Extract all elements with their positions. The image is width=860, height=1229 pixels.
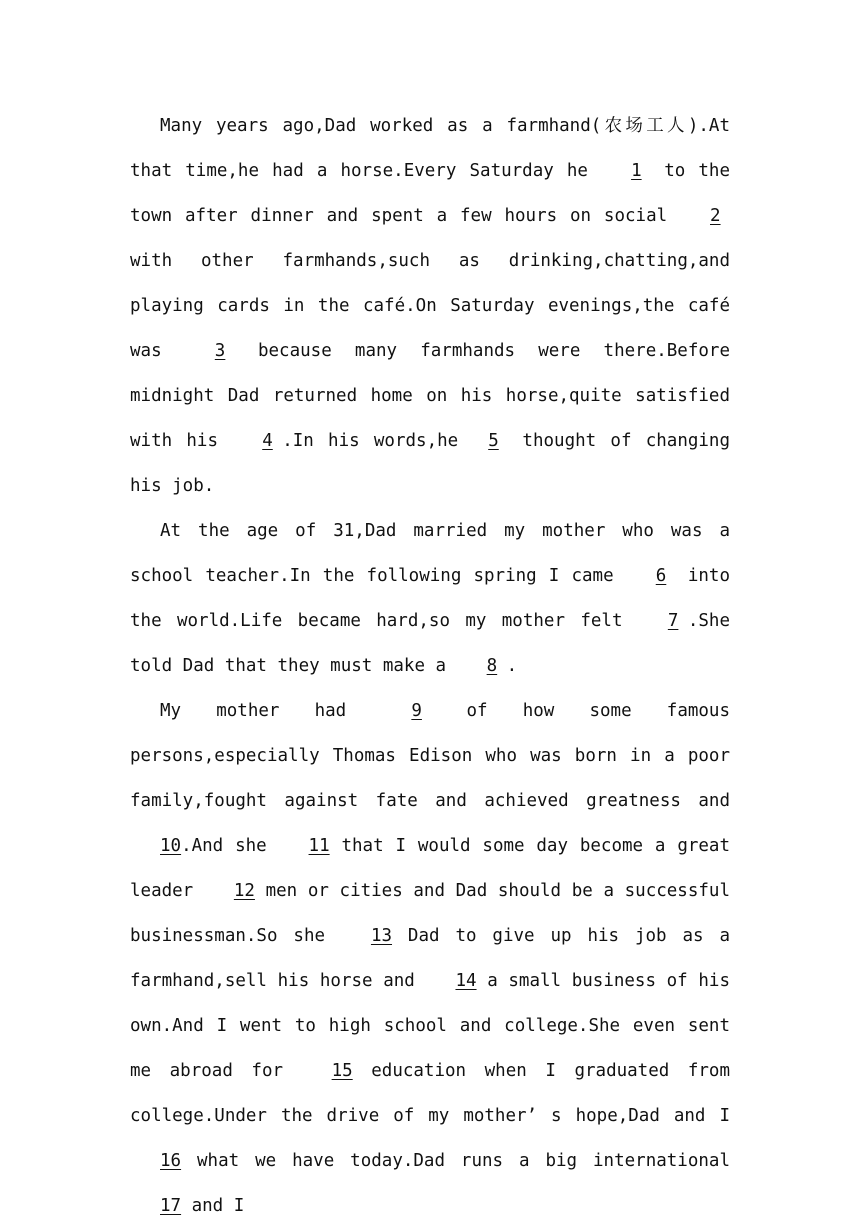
blank-15: 15	[331, 1061, 353, 1081]
blank-6: 6	[655, 566, 667, 586]
text-run: .In his words,he	[282, 431, 459, 451]
blank-5: 5	[488, 431, 499, 451]
text-run: of how some famous persons,especially Thomas Edison who was born in a poor family,fought against fate and achieved greatness and	[130, 701, 730, 811]
text-run: men or cities and Dad should be a successful businessman.So she	[130, 881, 730, 946]
text-run: .And she	[181, 836, 279, 856]
text-run: education when I graduated from college.Under the drive of my mother’ s hope,Dad and I	[130, 1061, 730, 1126]
blank-12: 12	[233, 881, 255, 901]
text-run: At the age of 31,Dad married my mother who was a school teacher.In the following spring I came	[130, 521, 730, 586]
blank-4: 4	[262, 431, 273, 451]
paragraph-2	[130, 509, 730, 689]
blank-7: 7	[667, 611, 679, 631]
text-run: Many years ago,Dad worked as a farmhand(农场工人).At that time,he had a horse.Every Saturday he	[130, 116, 730, 181]
text-run: because many farmhands were there.Before midnight Dad returned home on his horse,quite satisfied with his	[130, 341, 730, 451]
text-run: .She told Dad that they must make a	[130, 611, 730, 676]
blank-2: 2	[710, 206, 721, 226]
text-run: what we have today.Dad runs a big international	[181, 1151, 730, 1171]
text-run: Dad to give up his job as a farmhand,sell his horse and	[130, 926, 730, 991]
text-run: to the town after dinner and spent a few hours on social	[130, 161, 730, 226]
text-run: My mother had	[160, 701, 382, 721]
blank-14: 14	[455, 971, 477, 991]
blank-8: 8	[486, 656, 498, 676]
text-run: a small business of his own.And I went to high school and college.She even sent me abroad for	[130, 971, 730, 1081]
text-run: into the world.Life became hard,so my mother felt	[130, 566, 730, 631]
blank-1: 1	[631, 161, 642, 181]
blank-9: 9	[411, 701, 422, 721]
text-run: and I	[181, 1196, 245, 1216]
paragraph-3	[130, 689, 730, 1229]
blank-10: 10	[160, 836, 182, 856]
blank-17: 17	[160, 1196, 182, 1216]
blank-3: 3	[214, 341, 226, 361]
paragraph-1	[130, 104, 730, 509]
document-page	[130, 104, 730, 1229]
blank-16: 16	[160, 1151, 182, 1171]
blank-11: 11	[308, 836, 330, 856]
text-run: thought of changing his job.	[130, 431, 730, 496]
text-run: with other farmhands,such as drinking,chatting,and playing cards in the café.On Saturday evenings,the café was	[130, 251, 730, 361]
text-run: that I would some day become a great leader	[130, 836, 731, 901]
text-run: .	[506, 656, 518, 676]
blank-13: 13	[370, 926, 393, 946]
